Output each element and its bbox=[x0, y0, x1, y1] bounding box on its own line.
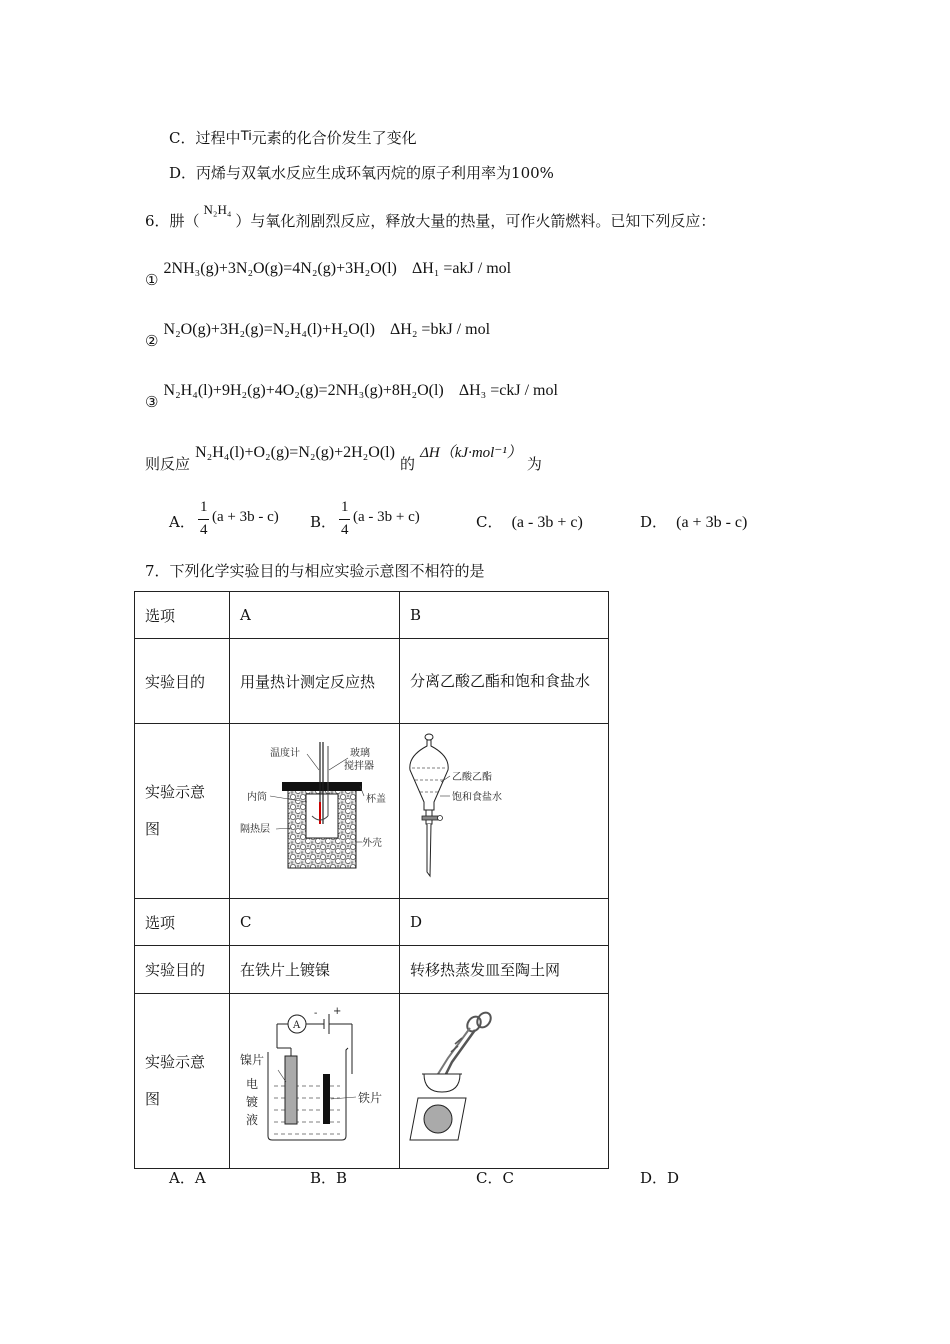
option-letter-d: D bbox=[400, 899, 609, 946]
table-row bbox=[135, 994, 609, 1169]
label-thermometer: 温度计 bbox=[270, 748, 300, 759]
q6-ask-equation: N₂H₄(l)+O₂(g)=N₂(g)+2H₂O(l) bbox=[195, 444, 395, 461]
plus-sign: + bbox=[333, 1006, 342, 1017]
q6-option-c[interactable] bbox=[476, 512, 583, 533]
fraction-denominator: 4 bbox=[341, 522, 349, 538]
table-row bbox=[135, 724, 609, 899]
purpose-c: 在铁片上镀镍 bbox=[230, 946, 400, 994]
table-row bbox=[135, 592, 609, 639]
electroplating-cell bbox=[230, 994, 400, 1169]
label-stirrer-1: 玻璃 bbox=[350, 748, 370, 759]
separatory-funnel-diagram bbox=[400, 724, 608, 894]
reaction-enthalpy: ΔH₂ =bkJ / mol bbox=[390, 321, 491, 338]
q6-ask-dh: ΔH（kJ·mol⁻¹） bbox=[420, 445, 522, 461]
option-expression: (a + 3b - c) bbox=[212, 509, 279, 525]
purpose-a: 用量热计测定反应热 bbox=[230, 639, 400, 724]
reaction-2 bbox=[145, 319, 491, 350]
reaction-enthalpy: ΔH₁ =akJ / mol bbox=[411, 260, 512, 277]
option-letter-a: A bbox=[230, 592, 400, 639]
table-row bbox=[135, 899, 609, 946]
option-label: C． bbox=[476, 513, 503, 531]
reaction-enthalpy: ΔH₃ =ckJ / mol bbox=[458, 382, 558, 399]
q6-stem bbox=[145, 202, 716, 232]
fraction-numerator: 1 bbox=[200, 499, 208, 515]
label-shell: 外壳 bbox=[362, 838, 382, 849]
q7-option-d[interactable]: D．D bbox=[640, 1169, 680, 1187]
label-solution-3: 液 bbox=[246, 1113, 259, 1127]
q5-option-c-post: 元素的化合价发生了变化 bbox=[251, 129, 417, 147]
label-lid: 杯盖 bbox=[366, 794, 386, 805]
table-row bbox=[135, 946, 609, 994]
row-label: 选项 bbox=[135, 899, 230, 946]
q7-stem: 7．下列化学实验目的与相应实验示意图不相符的是 bbox=[145, 562, 485, 580]
reaction-1 bbox=[145, 258, 512, 289]
ammeter-label: A bbox=[293, 1020, 301, 1031]
reaction-number: ② bbox=[145, 332, 159, 350]
q6-option-d[interactable] bbox=[640, 512, 747, 533]
label-iron: 铁片 bbox=[358, 1091, 383, 1105]
purpose-b: 分离乙酸乙酯和饱和食盐水 bbox=[400, 639, 609, 724]
minus-sign: - bbox=[314, 1008, 318, 1019]
label-nickel: 镍片 bbox=[240, 1053, 265, 1067]
q5-option-c-pre: C．过程中 bbox=[169, 129, 241, 147]
reaction-3 bbox=[145, 380, 558, 411]
q6-ask-post: 为 bbox=[526, 455, 542, 473]
q7-option-c[interactable]: C．C bbox=[476, 1169, 514, 1187]
q5-option-c bbox=[169, 128, 417, 148]
q6-ask bbox=[145, 442, 542, 473]
label-solution-1: 电 bbox=[246, 1077, 259, 1091]
reaction-equation: N₂H₄(l)+9H₂(g)+4O₂(g)=2NH₃(g)+8H₂O(l) bbox=[163, 382, 444, 399]
table-row bbox=[135, 639, 609, 724]
reaction-equation: 2NH₃(g)+3N₂O(g)=4N₂(g)+3H₂O(l) bbox=[163, 260, 397, 277]
label-stirrer-2: 搅拌器 bbox=[344, 761, 374, 772]
row-label: 实验目的 bbox=[135, 639, 230, 724]
label-inner: 内筒 bbox=[247, 792, 267, 803]
reaction-equation: N₂O(g)+3H₂(g)=N₂H₄(l)+H₂O(l) bbox=[163, 321, 375, 338]
label-solution-2: 镀 bbox=[246, 1095, 259, 1109]
calorimeter-diagram bbox=[230, 724, 399, 894]
funnel-cell bbox=[400, 724, 609, 899]
experiment-table bbox=[134, 591, 609, 1169]
evaporating-dish-cell bbox=[400, 994, 609, 1169]
option-expression: (a - 3b + c) bbox=[353, 509, 420, 525]
option-label: A． bbox=[169, 513, 195, 531]
row-label: 实验示意图 bbox=[135, 994, 230, 1169]
option-letter-b: B bbox=[400, 592, 609, 639]
q5-option-c-ti: Ti bbox=[240, 127, 252, 143]
q7-option-b[interactable]: B．B bbox=[310, 1169, 348, 1187]
q6-stem-formula: N₂H₄ bbox=[203, 202, 232, 217]
reaction-number: ① bbox=[145, 271, 159, 289]
calorimeter-cell bbox=[230, 724, 400, 899]
q5-option-d: D．丙烯与双氧水反应生成环氧丙烷的原子利用率为100% bbox=[169, 164, 554, 182]
q6-ask-pre: 则反应 bbox=[145, 455, 191, 473]
q6-stem-post: ）与氧化剂剧烈反应，释放大量的热量，可作火箭燃料。已知下列反应： bbox=[235, 212, 716, 230]
option-label: D． bbox=[640, 513, 668, 531]
evaporating-dish-diagram bbox=[400, 994, 608, 1164]
fraction-numerator: 1 bbox=[341, 499, 349, 515]
row-label: 实验示意图 bbox=[135, 724, 230, 899]
purpose-d: 转移热蒸发皿至陶土网 bbox=[400, 946, 609, 994]
q7-option-a[interactable]: A．A bbox=[169, 1169, 206, 1187]
fraction-denominator: 4 bbox=[200, 522, 208, 538]
option-letter-c: C bbox=[230, 899, 400, 946]
label-insulation: 隔热层 bbox=[240, 824, 270, 835]
option-label: B． bbox=[310, 513, 337, 531]
row-label: 选项 bbox=[135, 592, 230, 639]
option-expression: (a - 3b + c) bbox=[511, 514, 583, 531]
label-lower-layer: 饱和食盐水 bbox=[452, 792, 502, 803]
q6-stem-pre: 6．肼（ bbox=[145, 212, 200, 230]
q6-ask-mid: 的 bbox=[400, 455, 416, 473]
reaction-number: ③ bbox=[145, 393, 159, 411]
option-expression: (a + 3b - c) bbox=[676, 514, 748, 531]
electroplating-diagram bbox=[230, 994, 399, 1164]
row-label: 实验目的 bbox=[135, 946, 230, 994]
label-upper-layer: 乙酸乙酯 bbox=[452, 772, 492, 783]
